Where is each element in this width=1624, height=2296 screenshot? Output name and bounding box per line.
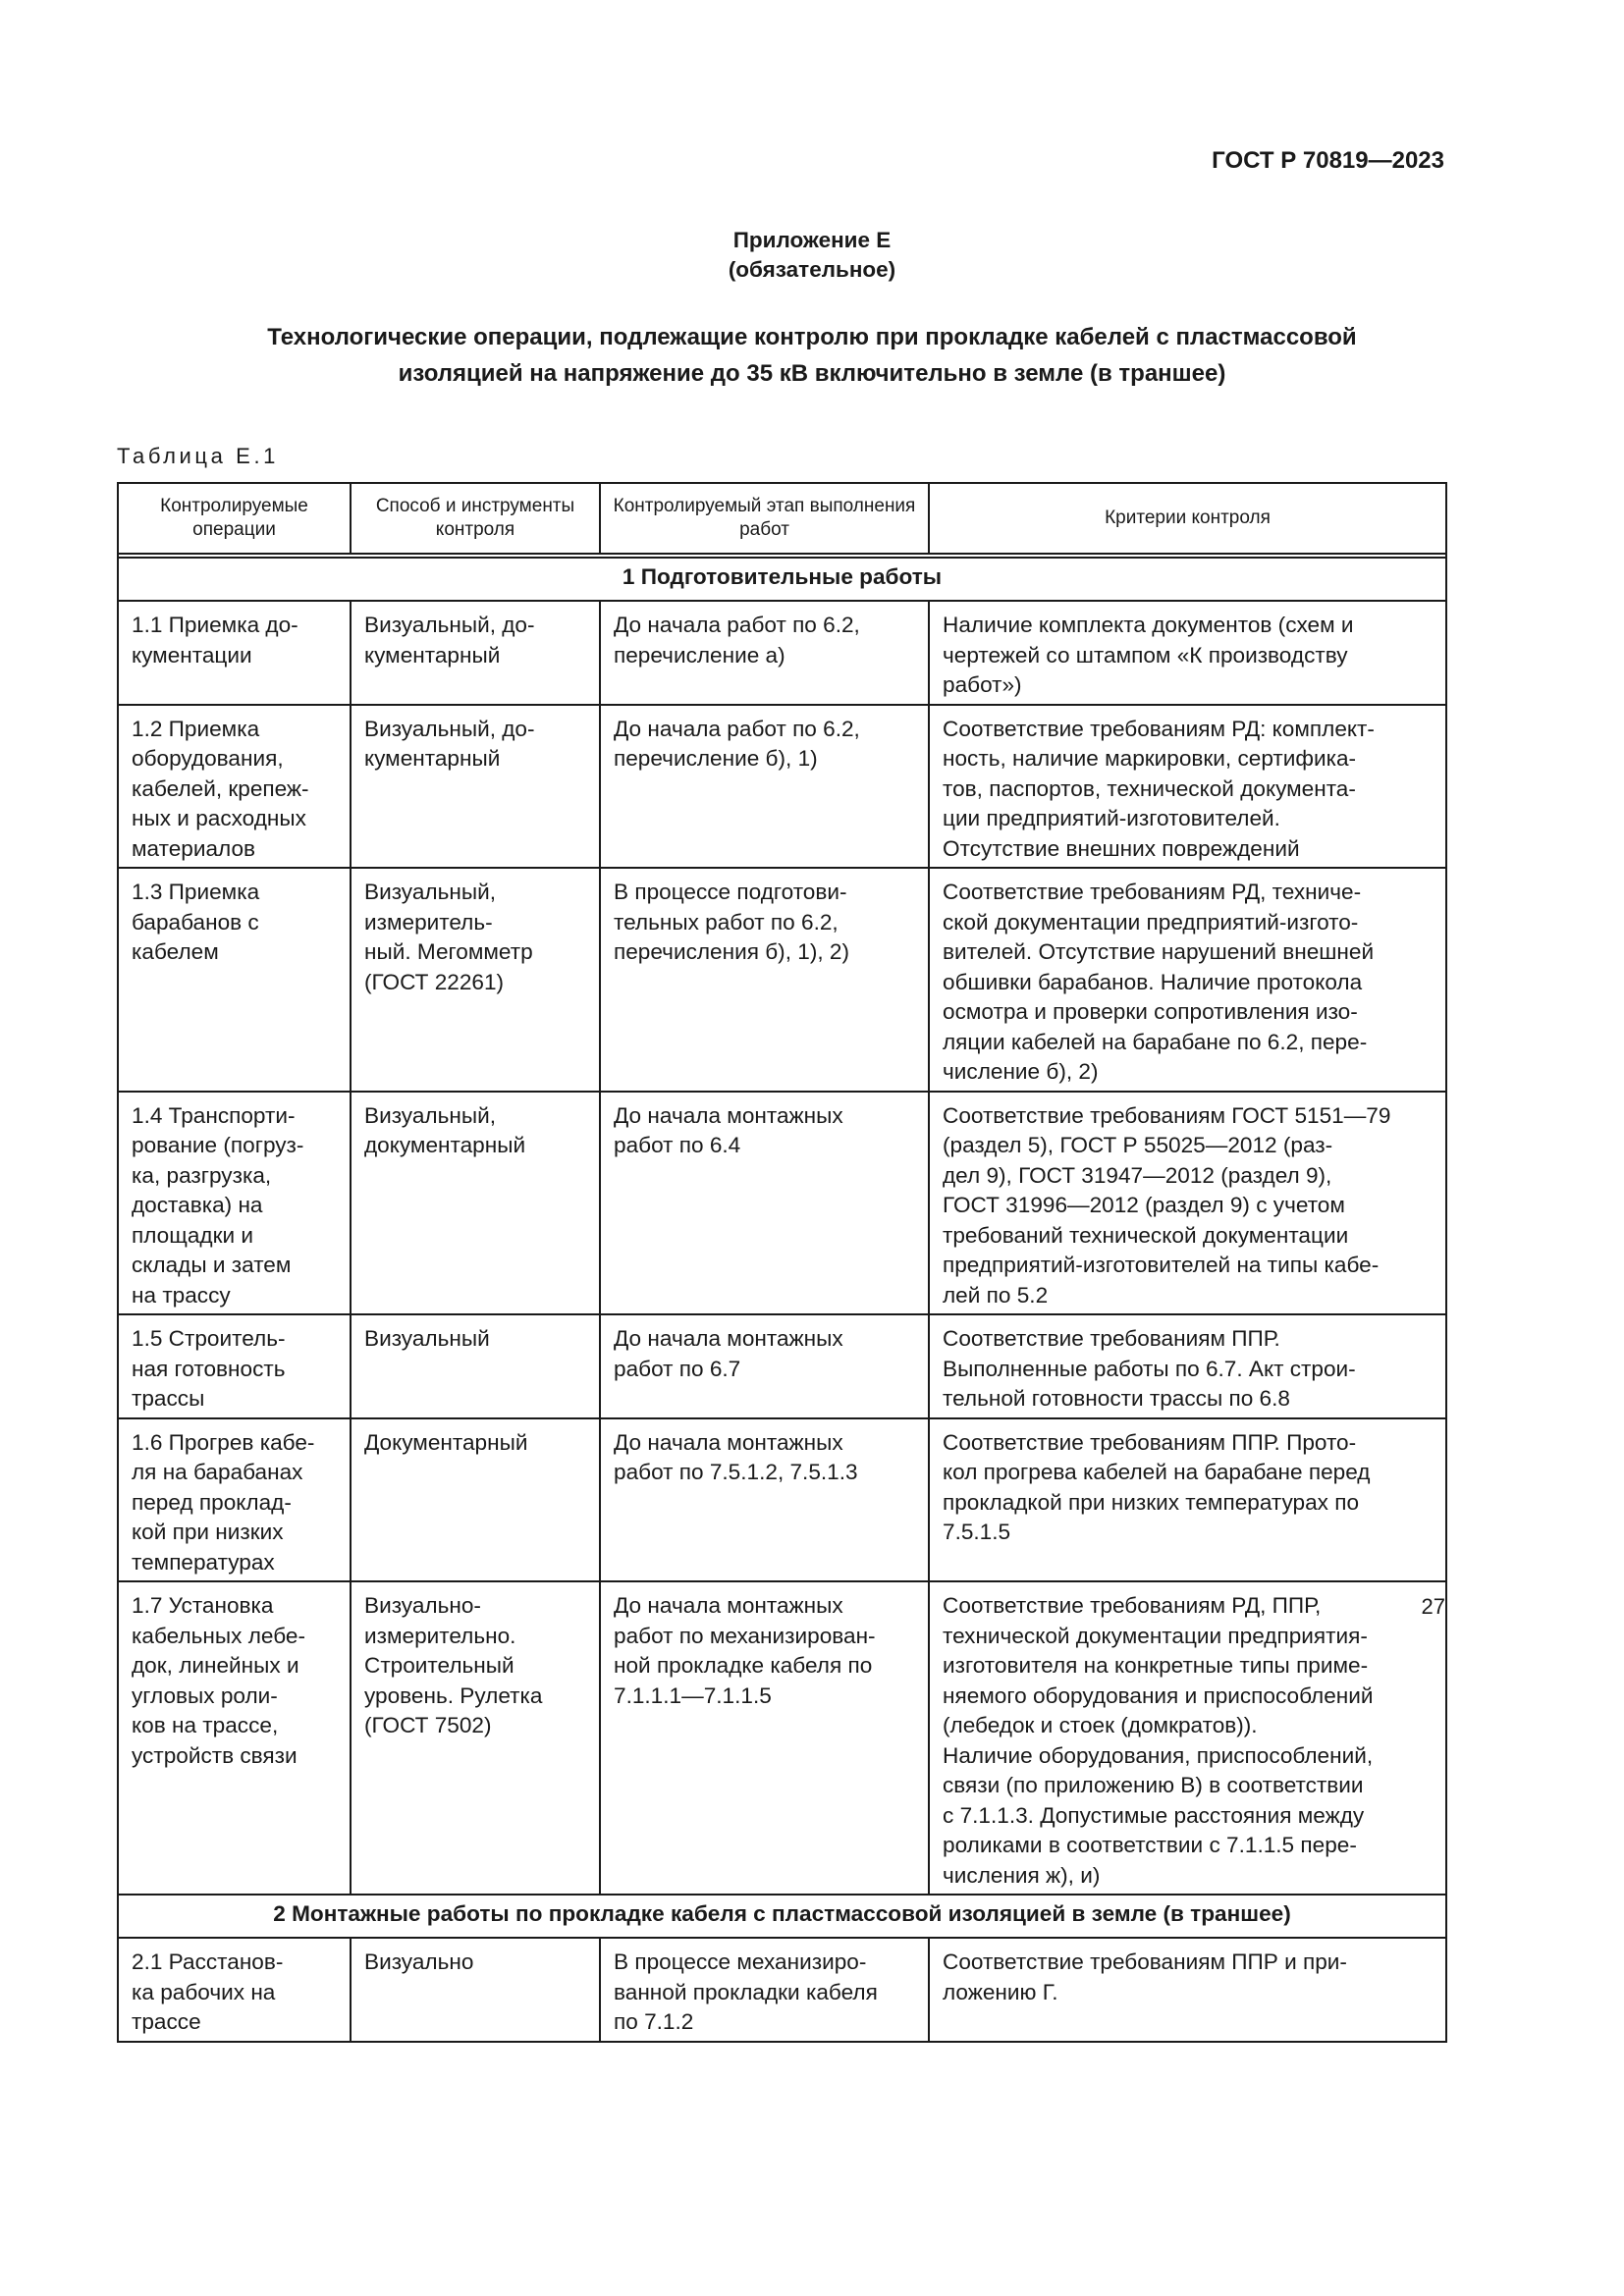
stage-cell	[600, 1938, 929, 2042]
stage-cell-text: До начала монтажных работ по 6.4	[614, 1102, 843, 1157]
criteria-cell	[929, 1314, 1446, 1418]
table-row	[118, 705, 1446, 869]
table-caption: Таблица Е.1	[117, 444, 279, 468]
table-row	[118, 1418, 1446, 1582]
operation-cell-text: 1.4 Транспорти- рование (погруз- ка, разгрузка, доставка) на площадки и склады и затем на трассу	[132, 1102, 304, 1308]
operation-cell-text: 1.6 Прогрев кабе- ля на барабанах перед проклад- кой при низких температурах	[132, 1429, 315, 1575]
criteria-cell	[929, 1581, 1446, 1895]
operation-cell-text: 1.1 Приемка до- кументации	[132, 613, 298, 667]
section-title: 1 Подготовительные работы	[118, 558, 1446, 601]
control-operations-table	[117, 482, 1447, 2043]
operation-cell	[118, 868, 351, 1092]
method-cell-text: Визуальный	[364, 1326, 490, 1351]
appendix-status: (обязательное)	[728, 257, 896, 282]
operation-cell	[118, 1418, 351, 1582]
operation-cell	[118, 1938, 351, 2042]
stage-cell-text: До начала работ по 6.2, перечисление а)	[614, 613, 860, 667]
operation-cell-text: 2.1 Расстанов- ка рабочих на трассе	[132, 1949, 284, 2034]
method-cell	[351, 1092, 600, 1315]
stage-cell	[600, 1418, 929, 1582]
criteria-cell	[929, 1092, 1446, 1315]
operation-cell	[118, 601, 351, 705]
method-cell-text: Визуально- измерительно. Строительный уровень. Рулетка (ГОСТ 7502)	[364, 1593, 543, 1737]
method-cell	[351, 705, 600, 869]
document-title	[118, 319, 1506, 392]
document-title-line-1: Технологические операции, подлежащие контролю при прокладке кабелей с пластмассовой	[267, 324, 1357, 350]
operation-cell	[118, 1314, 351, 1418]
stage-cell	[600, 1581, 929, 1895]
stage-cell	[600, 601, 929, 705]
stage-cell-text: В процессе механизиро- ванной прокладки кабеля по 7.1.2	[614, 1949, 878, 2034]
method-cell	[351, 868, 600, 1092]
criteria-cell-text: Соответствие требованиям РД, техниче- ской документации предприятий-изгото- вителей. Отсутствие нарушений внешней обшивки барабанов. Наличие протокола осмотра и проверки сопротивления изо- ляции кабелей на барабане по 6.2, пере- числение б), 2)	[943, 880, 1375, 1084]
document-title-line-2: изоляцией на напряжение до 35 кВ включительно в земле (в траншее)	[398, 360, 1226, 387]
criteria-cell	[929, 1418, 1446, 1582]
column-header-criteria: Критерии контроля	[929, 483, 1446, 554]
table-row	[118, 1581, 1446, 1895]
method-cell-text: Визуальный, документарный	[364, 1102, 526, 1157]
criteria-cell-text: Соответствие требованиям РД: комплект- ность, наличие маркировки, сертифика- тов, паспортов, технической документа- ции предприятий-изготовителей. Отсутствие внешних повреждений	[943, 716, 1375, 861]
document-code: ГОСТ Р 70819—2023	[1212, 147, 1444, 174]
table-row	[118, 601, 1446, 705]
column-header-stage: Контролируемый этап выполнения работ	[600, 483, 929, 554]
stage-cell-text: В процессе подготови- тельных работ по 6.2, перечисления б), 1), 2)	[614, 880, 849, 964]
column-header-operations: Контролируемые операции	[118, 483, 351, 554]
stage-cell	[600, 705, 929, 869]
stage-cell-text: До начала работ по 6.2, перечисление б), 1)	[614, 716, 860, 771]
method-cell-text: Визуальный, до- кументарный	[364, 716, 535, 771]
method-cell	[351, 601, 600, 705]
criteria-cell	[929, 868, 1446, 1092]
method-cell	[351, 1314, 600, 1418]
method-cell-text: Визуальный, до- кументарный	[364, 613, 535, 667]
criteria-cell-text: Соответствие требованиям ППР. Прото- кол прогрева кабелей на барабане перед прокладкой при низких температурах по 7.5.1.5	[943, 1429, 1371, 1544]
criteria-cell-text: Соответствие требованиям ГОСТ 5151—79 (раздел 5), ГОСТ Р 55025—2012 (раз- дел 9), ГОСТ 31947—2012 (раздел 9), ГОСТ 31996—2012 (раздел 9) с учетом требований технической документации предприятий-изготовителей на типы кабе- лей по 5.2	[943, 1102, 1391, 1308]
table-row	[118, 1938, 1446, 2042]
criteria-cell-text: Соответствие требованиям РД, ППР, технической документации предприятия- изготовителя на конкретные типы приме- няемого оборудования и приспособлений (лебедок и стоек (домкратов)). Наличие оборудования, приспособлений, связи (по приложению В) в соответствии с 7.1.1.3. Допустимые расстояния между роликами в соответствии с 7.1.1.5 пере- числения ж), и)	[943, 1593, 1374, 1888]
table-row	[118, 868, 1446, 1092]
operation-cell-text: 1.3 Приемка барабанов с кабелем	[132, 880, 260, 964]
operation-cell-text: 1.7 Установка кабельных лебе- док, линейных и угловых роли- ков на трассе, устройств связи	[132, 1593, 305, 1768]
method-cell	[351, 1581, 600, 1895]
operation-cell	[118, 1092, 351, 1315]
operation-cell-text: 1.5 Строитель- ная готовность трассы	[132, 1326, 286, 1411]
table-header-row	[118, 483, 1446, 554]
method-cell-text: Документарный	[364, 1429, 528, 1455]
criteria-cell-text: Наличие комплекта документов (схем и чертежей со штампом «К производству работ»)	[943, 613, 1354, 697]
section-title: 2 Монтажные работы по прокладке кабеля с пластмассовой изоляцией в земле (в траншее)	[118, 1895, 1446, 1938]
operation-cell	[118, 705, 351, 869]
criteria-cell	[929, 705, 1446, 869]
method-cell-text: Визуально	[364, 1949, 474, 1974]
stage-cell	[600, 1314, 929, 1418]
criteria-cell	[929, 1938, 1446, 2042]
appendix-heading	[0, 226, 1624, 285]
page-number: 27	[1421, 1594, 1445, 1619]
table-row	[118, 1314, 1446, 1418]
table-body	[118, 554, 1446, 2042]
section-row	[118, 1895, 1446, 1938]
operation-cell-text: 1.2 Приемка оборудования, кабелей, крепеж- ных и расходных материалов	[132, 716, 309, 861]
stage-cell	[600, 868, 929, 1092]
stage-cell-text: До начала монтажных работ по 6.7	[614, 1326, 843, 1381]
criteria-cell-text: Соответствие требованиям ППР. Выполненные работы по 6.7. Акт строи- тельной готовности трассы по 6.8	[943, 1326, 1356, 1411]
stage-cell	[600, 1092, 929, 1315]
operation-cell	[118, 1581, 351, 1895]
stage-cell-text: До начала монтажных работ по механизирован- ной прокладке кабеля по 7.1.1.1—7.1.1.5	[614, 1593, 876, 1708]
method-cell-text: Визуальный, измеритель- ный. Мегомметр (ГОСТ 22261)	[364, 880, 533, 994]
criteria-cell	[929, 601, 1446, 705]
stage-cell-text: До начала монтажных работ по 7.5.1.2, 7.5.1.3	[614, 1429, 858, 1484]
column-header-method: Способ и инструменты контроля	[351, 483, 600, 554]
method-cell	[351, 1418, 600, 1582]
criteria-cell-text: Соответствие требованиям ППР и при- ложению Г.	[943, 1949, 1347, 2004]
appendix-label: Приложение Е	[732, 228, 892, 252]
table-row	[118, 1092, 1446, 1315]
method-cell	[351, 1938, 600, 2042]
section-row	[118, 558, 1446, 601]
